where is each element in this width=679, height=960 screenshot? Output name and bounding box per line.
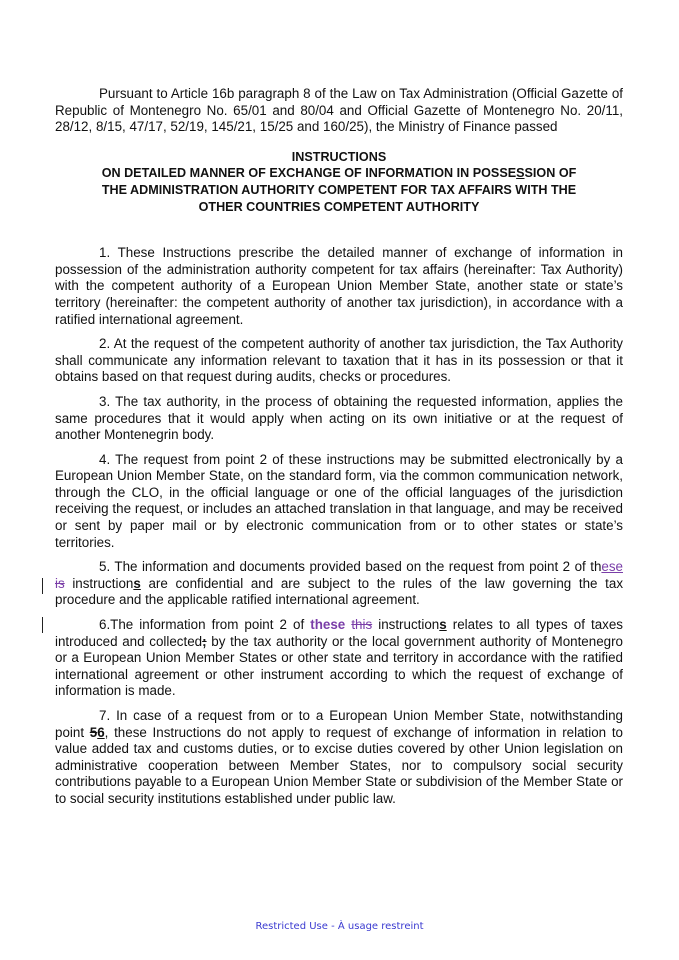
paragraph-6-mid: instruction (372, 617, 440, 633)
preamble-paragraph: Pursuant to Article 16b paragraph 8 of the Law on Tax Administration (Official Gazette of Republic of Montenegro No. 65/01 and 80/04 and Official Gazette of Montenegro No. 20/11, 28/12, 8/15, 47/17, 52/19, 145/21, 15/25 and 160/25), the Ministry of Finance passed (55, 86, 623, 135)
title-line-2-part-a: ON DETAILED MANNER OF EXCHANGE OF INFORMATION IN POSSE (101, 166, 517, 181)
paragraph-6-insertion: these (310, 617, 346, 633)
paragraph-7-insertion: 6 (97, 724, 105, 740)
paragraph-5-mid: instruction (64, 575, 134, 591)
paragraph-6-deletion: this (351, 617, 373, 633)
paragraph-6 (55, 617, 623, 700)
paragraph-5-insertion-s: s (133, 575, 141, 591)
document-title-block (55, 149, 623, 215)
paragraph-4: 4. The request from point 2 of these instructions may be submitted electronically by a European Union Member State, on the standard form, via the common communication network, through the CLO, in the official language or one of the official languages of the jurisdiction receiving the request, or includes an attached translation in that language, and may be received or sent by paper mail or by electronic communication from or to other states or state’s territories. (55, 451, 623, 550)
title-inserted-letter: S (516, 166, 525, 181)
paragraph-6-insertion-s: s (439, 617, 447, 633)
paragraph-7-lead: 7. In case of a request from or to a European Union Member State, notwithstanding point (55, 708, 623, 740)
paragraph-6-lead: 6.The information from point 2 of (99, 617, 311, 633)
paragraph-7-deletion: 5 (89, 724, 98, 740)
title-line-2-part-c: SION OF (524, 166, 577, 181)
paragraph-2: 2. At the request of the competent authority of another tax jurisdiction, the Tax Authority shall communicate any information relevant to taxation that it has in its possession or that it obtains based on that request during audits, checks or procedures. (55, 336, 623, 385)
title-line-4: OTHER COUNTRIES COMPETENT AUTHORITY (198, 199, 480, 214)
change-bar (42, 578, 43, 594)
paragraph-5-deletion: is (55, 575, 65, 591)
paragraph-5-tail: are confidential and are subject to the rules of the law governing the tax procedure and the applicable ratified international agreement. (55, 575, 624, 608)
title-line-3: THE ADMINISTRATION AUTHORITY COMPETENT FOR TAX AFFAIRS WITH THE (101, 182, 577, 197)
title-line-1: INSTRUCTIONS (291, 149, 387, 164)
paragraph-7-tail: , these Instructions do not apply to request of exchange of information in relation to value added tax and customs duties, or to excise duties covered by other Union legislation on administrative cooperation between Member States, nor to compulsory social security contributions payable to a European Union Member State or subdivision of the Member State or to social security institutions established under public law. (55, 724, 623, 806)
paragraph-5-lead: 5. The information and documents provided based on the request from point 2 of th (99, 559, 602, 575)
classification-footer: Restricted Use - À usage restreint (255, 921, 424, 932)
paragraph-6-tail: by the tax authority or the local government authority of Montenegro or a European Union Member States or other state and territory in accordance with the ratified international agreement or other instrument according to which the request of exchange of information is made. (55, 633, 623, 699)
paragraph-5-insertion: ese (601, 559, 623, 575)
document-body (55, 86, 623, 808)
paragraph-6-mid-2: relates to all types of taxes introduced and collected (55, 617, 623, 649)
paragraph-6-wrapper (55, 617, 623, 700)
change-bar (42, 617, 43, 633)
paragraph-6-deleted-semicolon: ; (202, 633, 207, 649)
paragraph-3: 3. The tax authority, in the process of obtaining the requested information, applies the same procedures that it would apply when acting on its own initiative or at the request of another Montenegrin body. (55, 393, 623, 443)
paragraph-7 (55, 708, 623, 808)
paragraph-1: 1. These Instructions prescribe the detailed manner of exchange of information in possession of the administration authority competent for tax affairs (hereinafter: Tax Authority) with the competent authority of a European Union Member State, another state or state’s territory (hereinafter: the competent authority of another tax jurisdiction), in accordance with a ratified international agreement. (55, 245, 623, 327)
paragraph-5 (55, 559, 623, 609)
paragraph-5-wrapper (55, 559, 623, 609)
title-line-2 (55, 165, 623, 182)
